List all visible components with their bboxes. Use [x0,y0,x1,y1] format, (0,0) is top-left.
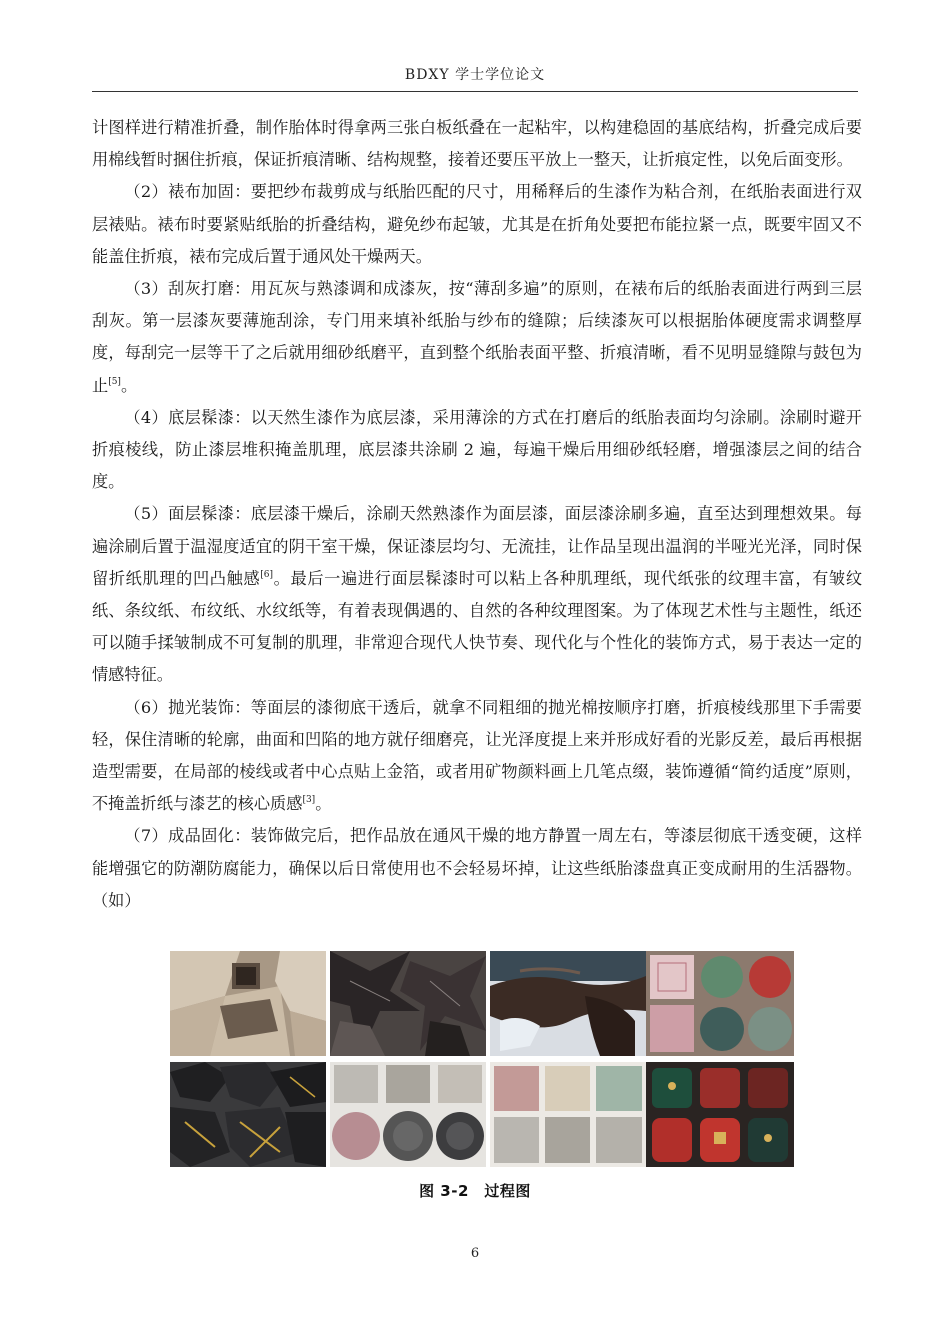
citation-ref: [6] [260,569,274,580]
page-number: 6 [470,1246,480,1261]
textured-square-trays-image [490,1062,646,1167]
paragraph-text: （6）抛光装饰：等面层的漆彻底干透后，就拿不同粗细的抛光棉按顺序打磨，折痕棱线那里下手需要轻，保住清晰的轮廓，曲面和凹陷的地方就仔细磨亮，让光泽度提上来并形成好看的光影反差，最后再根据造型需要，在局部的棱线或者中心点贴上金箔，或者用矿物颜料画上几笔点缀，装饰遵循“简约适度”原则，不掩盖折纸与漆艺的核心质感 [92,697,862,814]
photo-curved-black-tray [490,951,646,1056]
curved-tray-image [490,951,646,1056]
paragraph-text: （5）面层髹漆：底层漆干燥后，涂刷天然熟漆作为面层漆，面层漆涂刷多遍，直至达到理想效果。每遍涂刷后置于温湿度适宜的阴干室干燥，保证漆层均匀、无流挂，让作品呈现出温润的半哑光光泽，同时保留折纸肌理的凹凸触感 [92,504,862,588]
paragraph-step-6 [92,692,862,821]
paragraph-text: （2）裱布加固：要把纱布裁剪成与纸胎匹配的尺寸，用稀释后的生漆作为粘合剂，在纸胎表面进行双层裱贴。裱布时要紧贴纸胎的折叠结构，避免纱布起皱，尤其是在折角处要把布能拉紧一点，既要牢固又不能盖住折痕，裱布完成后置于通风处干燥两天。 [92,182,862,266]
paragraph-text: 计图样进行精准折叠，制作胎体时得拿两三张白板纸叠在一起粘牢，以构建稳固的基底结构，折叠完成后要用棉线暂时捆住折痕，保证折痕清晰、结构规整，接着还要压平放上一整天，让折痕定性，以免后面变形。 [92,118,862,170]
paragraph-text-tail: 。 [120,375,138,395]
process-figure [170,951,794,1167]
paragraph-text-tail: 。 [315,794,332,814]
citation-ref: [5] [108,376,121,387]
photo-paper-folding [170,951,326,1056]
figure-caption: 图 3-2 过程图 [419,1182,531,1200]
paragraph-text: （4）底层髹漆：以天然生漆作为底层漆，采用薄涂的方式在打磨后的纸胎表面均匀涂刷。涂刷时避开折痕棱线，防止漆层堆积掩盖肌理，底层漆共涂刷 2 遍，每遍干燥后用细砂纸轻磨，增强漆层之间的结合度。 [92,407,862,492]
paragraph-text: （7）成品固化：装饰做完后，把作品放在通风干燥的地方静置一周左右，等漆层彻底干透变硬，这样能增强它的防潮防腐能力，确保以后日常使用也不会轻易坏掉，让这些纸胎漆盘真正变成耐用的生活器物。（如） [92,826,862,910]
paragraph-text-tail: 。最后一遍进行面层髹漆时可以粘上各种肌理纸，现代纸张的纹理丰富，有皱纹纸、条纹纸、布纹纸、水纹纸等，有着表现偶遇的、自然的各种纹理图案。为了体现艺术性与主题性，纸还可以随手揉皱制成不可复制的肌理，非常迎合现代人快节奏、现代化与个性化的装饰方式，易于表达一定的情感特征。 [92,568,863,685]
paragraph-text: （3）刮灰打磨：用瓦灰与熟漆调和成漆灰，按“薄刮多遍”的原则，在裱布后的纸胎表面进行两到三层刮灰。第一层漆灰要薄施刮涂，专门用来填补纸胎与纱布的缝隙；后续漆灰可以根据胎体硬度需求调整厚度，每刮完一层等干了之后就用细砂纸磨平，直到整个纸胎表面平整、折痕清晰，看不见明显缝隙与鼓包为止 [92,279,862,395]
photo-speckled-plates [330,1062,486,1167]
gold-leaf-trays-image [170,1062,326,1167]
paragraph-step-4 [92,402,862,499]
photo-black-stars [330,951,486,1056]
photo-gold-stars [170,1062,326,1167]
header-rule [92,91,858,92]
paragraph-step-3 [92,273,862,402]
speckled-plates-image [330,1062,486,1167]
photo-color-palettes [646,951,794,1056]
red-green-trays-image [646,1062,794,1167]
paragraph-continuation [92,112,862,176]
photo-red-green-trays [646,1062,794,1167]
running-header: BDXY 学士学位论文 [404,67,546,83]
citation-ref: [3] [302,795,316,806]
paragraph-step-5 [92,498,862,691]
body-text [92,112,862,917]
photo-textured-squares [490,1062,646,1167]
black-star-trays-image [330,951,486,1056]
paper-folding-image [170,951,326,1056]
paragraph-step-7 [92,820,862,917]
color-samples-image [646,951,794,1056]
paragraph-step-2 [92,176,862,273]
